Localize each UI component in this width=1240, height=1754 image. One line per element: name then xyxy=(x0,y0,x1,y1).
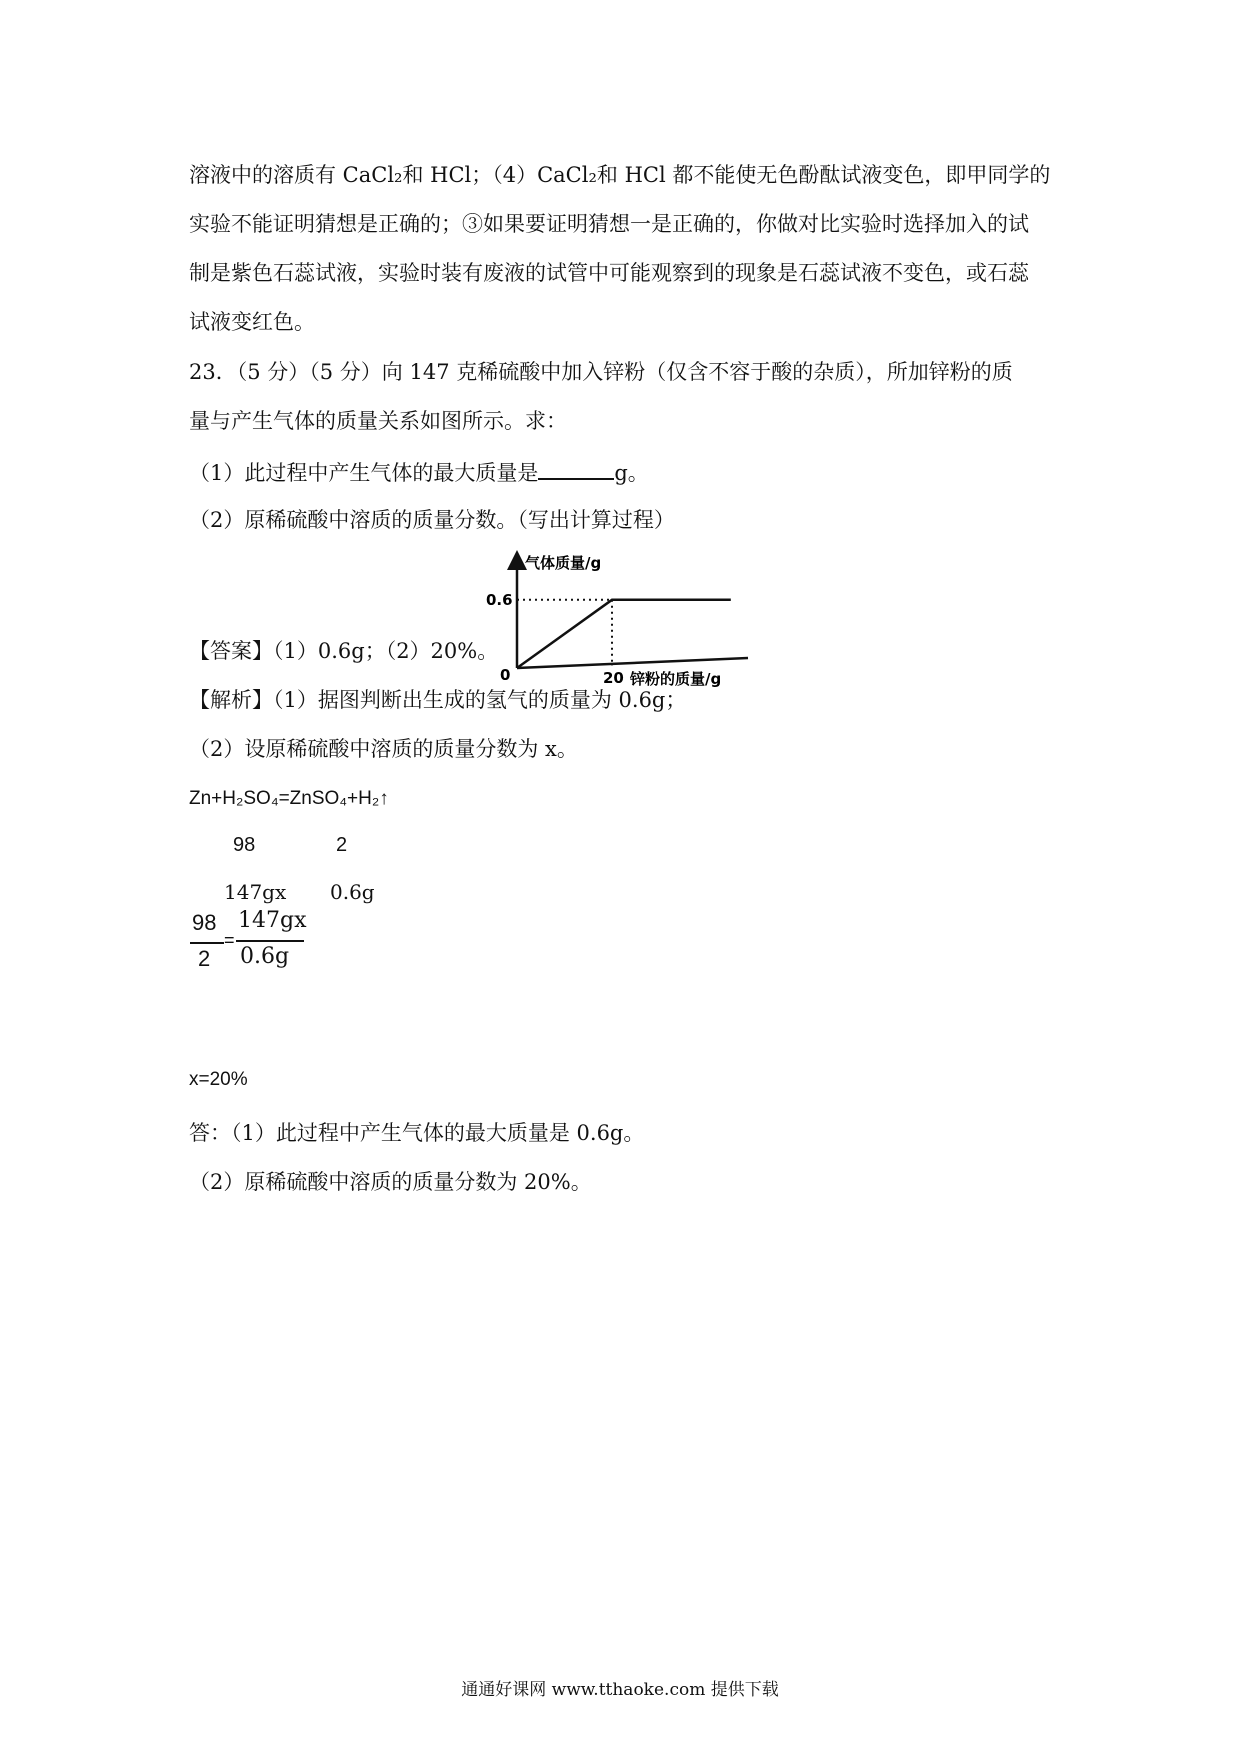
fraction-147gx-over-0-6g xyxy=(236,908,316,988)
fraction-2-bar xyxy=(236,940,304,942)
question-text-line-2: 量与产生气体的质量关系如图所示。求： xyxy=(189,409,567,433)
analysis-line-2: （2）设原稀硫酸中溶质的质量分数为 x。 xyxy=(189,737,578,761)
fraction-1-bar xyxy=(190,942,224,944)
fraction-1-denominator: 2 xyxy=(198,946,211,971)
prev-solution-line-2: 实验不能证明猜想是正确的；③如果要证明猜想一是正确的，你做对比实验时选择加入的试 xyxy=(189,212,1029,236)
answer-text: （1）0.6g；（2）20%。 xyxy=(273,639,499,663)
prev-solution-line-1: 溶液中的溶质有 CaCl₂和 HCl；（4）CaCl₂和 HCl 都不能使无色酚酞试液变色，即甲同学的 xyxy=(189,163,1051,187)
final-answer-line-2: （2）原稀硫酸中溶质的质量分数为 20%。 xyxy=(189,1170,592,1194)
series-line xyxy=(517,600,731,668)
equals-sign: = xyxy=(224,930,235,950)
gas-mass-chart xyxy=(480,550,760,690)
sub-question-1-text: （1）此过程中产生气体的最大质量是 xyxy=(189,461,539,485)
fraction-2-denominator: 0.6g xyxy=(240,944,290,969)
answer-line xyxy=(189,636,498,666)
prev-solution-line-4: 试液变红色。 xyxy=(189,310,315,334)
x-axis-label: 锌粉的质量/g xyxy=(630,670,722,688)
y-axis-label: 气体质量/g xyxy=(525,554,602,572)
analysis-text-1: （1）据图判断出生成的氢气的质量为 0.6g； xyxy=(273,688,687,712)
ratio-2: 2 xyxy=(336,834,348,856)
value-147gx: 147gx xyxy=(224,880,287,904)
sub-question-2: （2）原稀硫酸中溶质的质量分数。（写出计算过程） xyxy=(189,508,675,532)
x-axis xyxy=(517,658,748,668)
question-text-line-1: 23．（5 分）（5 分）向 147 克稀硫酸中加入锌粉（仅含不容于酸的杂质），所加锌粉的质 xyxy=(189,360,1013,384)
origin-label: 0 xyxy=(500,666,511,684)
fraction-1-numerator: 98 xyxy=(192,910,217,935)
prev-solution-line-3: 制是紫色石蕊试液，实验时装有废液的试管中可能观察到的现象是石蕊试液不变色，或石蕊 xyxy=(189,261,1029,285)
final-answer-line-1: 答：（1）此过程中产生气体的最大质量是 0.6g。 xyxy=(189,1121,645,1145)
analysis-label: 【解析】 xyxy=(189,688,273,712)
ratio-98: 98 xyxy=(233,834,256,856)
chemical-equation: Zn+H₂SO₄=ZnSO₄+H₂↑ xyxy=(189,788,389,809)
result-line: x=20% xyxy=(189,1069,248,1090)
sub-question-1-unit: g。 xyxy=(614,461,649,485)
answer-label: 【答案】 xyxy=(189,639,273,663)
analysis-line-1 xyxy=(189,685,686,715)
y-tick-label: 0.6 xyxy=(486,590,513,609)
fraction-2-numerator: 147gx xyxy=(238,908,307,933)
value-0-6g: 0.6g xyxy=(330,880,375,904)
footer-source: 通通好课网 www.tthaoke.com 提供下载 xyxy=(461,1680,779,1700)
sub-question-1 xyxy=(189,456,649,488)
answer-blank xyxy=(538,456,614,480)
x-tick-label: 20 xyxy=(603,669,624,687)
